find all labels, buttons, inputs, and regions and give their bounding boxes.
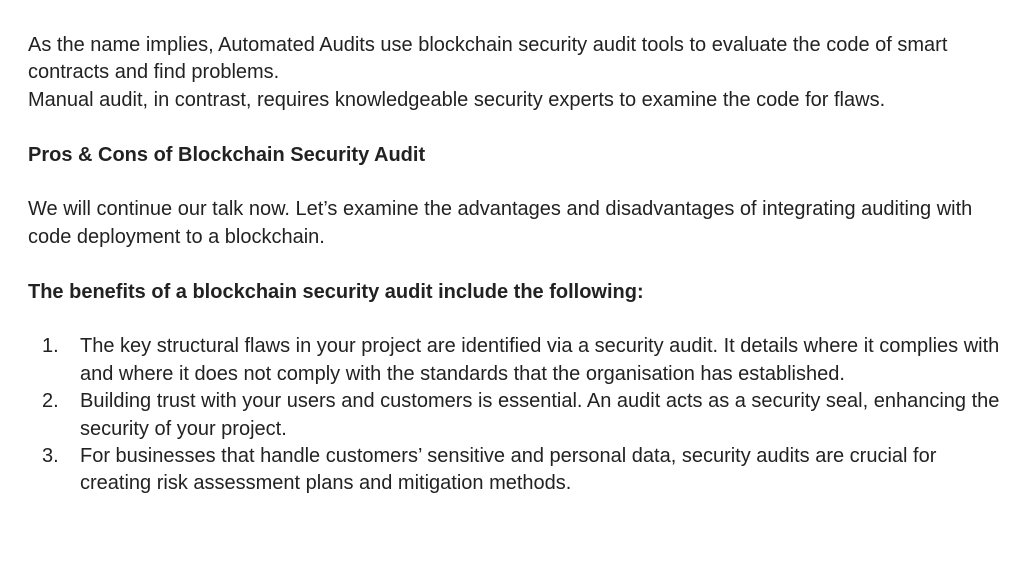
list-item-text: Building trust with your users and customers is essential. An audit acts as a security seal, enhancing the security of your project. <box>80 390 1000 440</box>
list-item-number: 2. <box>42 390 59 413</box>
benefits-list <box>28 333 1000 497</box>
list-item-text: For businesses that handle customers’ sensitive and personal data, security audits are crucial for creating risk assessment plans and mitigation methods. <box>80 445 937 495</box>
document-body <box>28 32 1000 498</box>
list-item-text: The key structural flaws in your project are identified via a security audit. It details where it complies with and where it does not comply with the standards that the organisation has established. <box>80 335 1000 385</box>
list-item-number: 3. <box>42 445 59 468</box>
intro-paragraph: We will continue our talk now. Let’s examine the advantages and disadvantages of integrating auditing with code deployment to a blockchain. <box>28 198 973 248</box>
automated-audits-paragraph: As the name implies, Automated Audits use blockchain security audit tools to evaluate the code of smart contracts and find problems. <box>28 34 948 84</box>
manual-audit-paragraph: Manual audit, in contrast, requires knowledgeable security experts to examine the code for flaws. <box>28 88 886 111</box>
list-item-number: 1. <box>42 335 59 358</box>
list-item <box>28 443 1000 498</box>
list-item <box>28 333 1000 388</box>
list-item <box>28 388 1000 443</box>
section-heading: Pros & Cons of Blockchain Security Audit <box>28 143 426 166</box>
benefits-subheading: The benefits of a blockchain security audit include the following: <box>28 280 644 303</box>
